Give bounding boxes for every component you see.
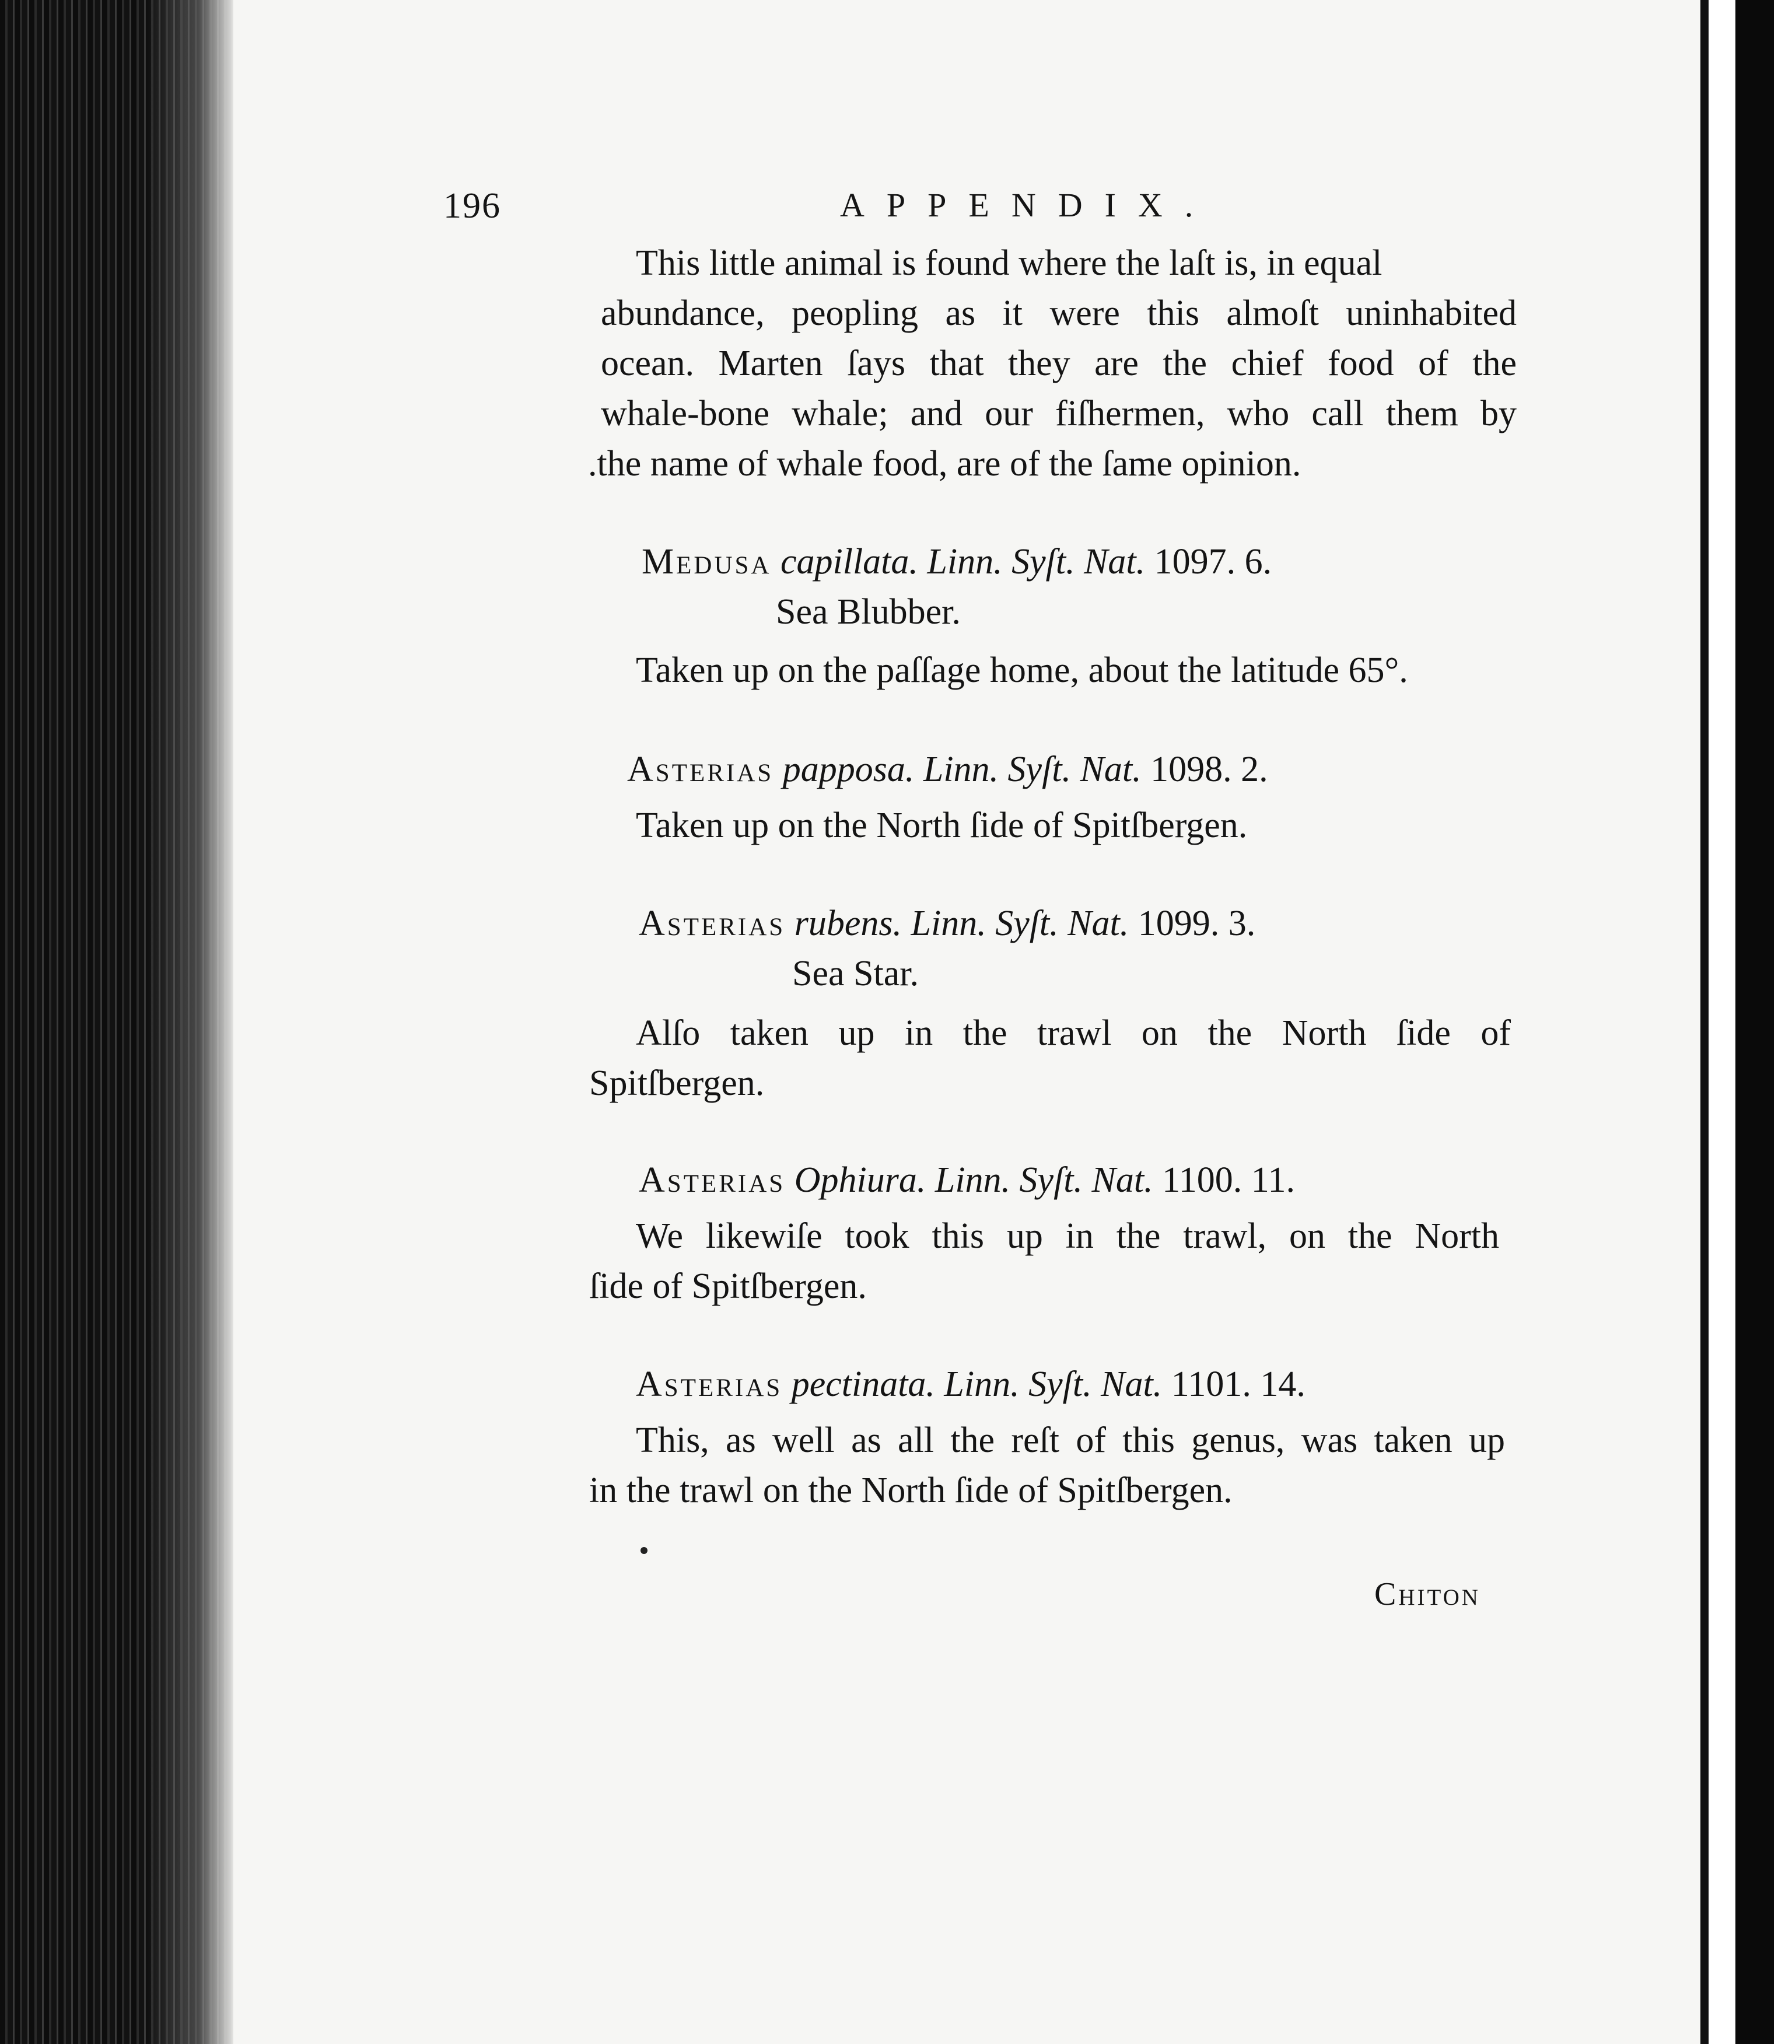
- intro-line: ocean. Marten ſays that they are the chief food of the: [601, 344, 1517, 383]
- entry-note: This, as well as all the reſt of this genus, was taken up: [636, 1420, 1505, 1460]
- entry-note: ſide of Spitſbergen.: [589, 1266, 867, 1306]
- entry-note: Spitſbergen.: [589, 1063, 765, 1103]
- genus-name: Asterias: [627, 750, 774, 789]
- intro-line: This little animal is found where the laſt is, in equal: [636, 243, 1382, 283]
- species-name: rubens.: [794, 904, 902, 943]
- species-name: capillata.: [780, 542, 918, 582]
- species-name: Ophiura.: [794, 1160, 926, 1200]
- running-title: APPENDIX.: [840, 186, 1216, 224]
- common-name: Sea Blubber.: [776, 592, 961, 632]
- species-heading: [642, 537, 1272, 587]
- species-heading: [627, 744, 1268, 794]
- page-number: 196: [443, 186, 501, 226]
- reference-number: 1097. 6.: [1154, 542, 1272, 582]
- page-header: [443, 186, 1692, 238]
- reference: Linn. Syſt. Nat.: [911, 904, 1129, 943]
- species-heading: [639, 898, 1255, 949]
- reference: Linn. Syſt. Nat.: [927, 542, 1146, 582]
- genus-name: Asterias: [639, 1160, 786, 1200]
- genus-name: Asterias: [639, 904, 786, 943]
- reference: Linn. Syſt. Nat.: [935, 1160, 1153, 1200]
- reference-number: 1098. 2.: [1150, 750, 1268, 789]
- genus-name: Medusa: [642, 542, 772, 582]
- entry-note: Taken up on the paſſage home, about the latitude 65°.: [636, 650, 1408, 690]
- common-name: Sea Star.: [792, 954, 919, 993]
- ink-speck: [640, 1547, 648, 1554]
- reference: Linn. Syſt. Nat.: [923, 750, 1142, 789]
- catchword: Chiton: [1374, 1576, 1480, 1612]
- species-name: pectinata.: [791, 1364, 935, 1404]
- reference-number: 1100. 11.: [1162, 1160, 1296, 1200]
- intro-line: abundance, peopling as it were this almoſt uninhabited: [601, 293, 1517, 333]
- entry-note: Alſo taken up in the trawl on the North ſide of: [636, 1013, 1511, 1053]
- entry-note: in the trawl on the North ſide of Spitſbergen.: [589, 1471, 1233, 1510]
- reference-number: 1101. 14.: [1171, 1364, 1306, 1404]
- species-name: papposa.: [782, 750, 915, 789]
- genus-name: Asterias: [636, 1364, 783, 1404]
- entry-note: We likewiſe took this up in the trawl, on the North: [636, 1216, 1499, 1256]
- intro-line: whale-bone whale; and our fiſhermen, who call them by: [601, 394, 1517, 433]
- reference: Linn. Syſt. Nat.: [944, 1364, 1163, 1404]
- intro-line: .the name of whale food, are of the ſame opinion.: [588, 444, 1301, 484]
- species-heading: [639, 1155, 1295, 1205]
- species-heading: [636, 1359, 1306, 1409]
- entry-note: Taken up on the North ſide of Spitſbergen.: [636, 806, 1248, 845]
- reference-number: 1099. 3.: [1138, 904, 1256, 943]
